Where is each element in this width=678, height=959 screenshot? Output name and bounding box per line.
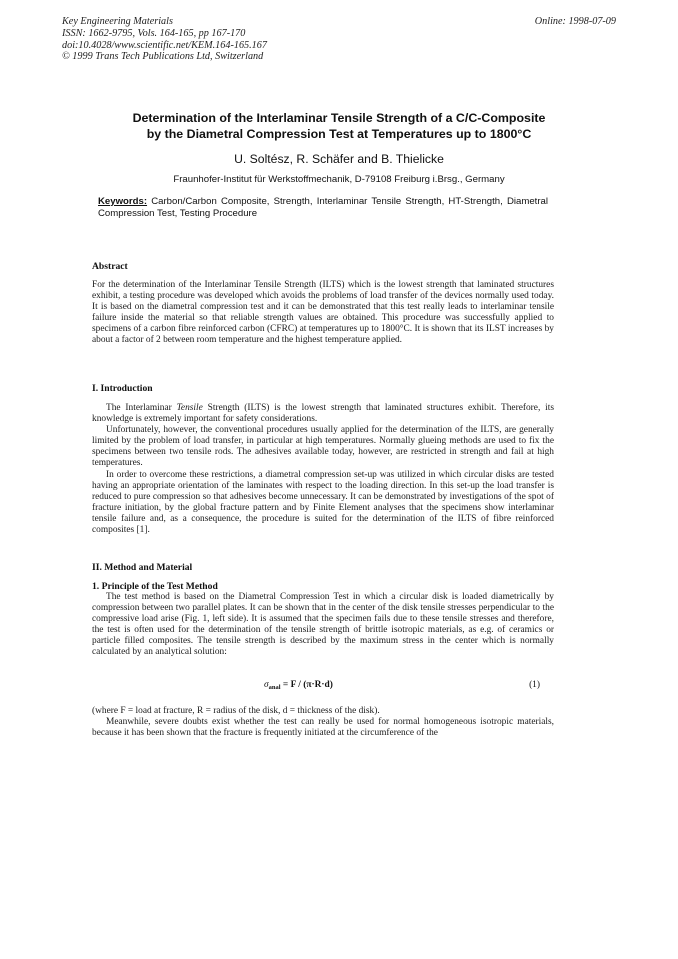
keywords-text: Carbon/Carbon Composite, Strength, Interlaminar Tensile Strength, HT-Strength, Diametral Compression Test, Testing Procedure xyxy=(98,196,548,219)
method-paragraph-1: The test method is based on the Diametral Compression Test in which a circular disk is loaded diametrically by compression between two parallel plates. It can be shown that in the center of the disk tensile stresses perpendicular to the compressive load arise (Fig. 1, left side). It is assumed that the specimen fails due to these tensile stresses and therefore, the test is often used for the determination of the tensile strength of brittle isotropic materials, as e.g. of ceramics or particle filled composites. The tensile strength is described by the maximum stress in the center which is normally calculated by an analytical solution: xyxy=(92,592,554,658)
affiliation: Fraunhofer-Institut für Werkstoffmechanik, D-79108 Freiburg i.Brsg., Germany xyxy=(173,174,505,185)
issn-line: ISSN: 1662-9795, Vols. 164-165, pp 167-170 xyxy=(62,27,246,39)
abstract-paragraph: For the determination of the Interlaminar Tensile Strength (ILTS) which is the lowest strength that laminated structures exhibit, a testing procedure was developed which avoids the problems of load transfer of the devices normally used today. It is based on the diametral compression test and it can be demonstrated that this test really leads to interlaminar tensile failure inside the material so that reliable strength values are obtained. This procedure was successfully applied to specimens of a carbon fibre reinforced carbon (CFRC) at temperatures up to 1800°C. It is shown that its ILST increases by about a factor of 2 between room temperature and the highest temperature applied. xyxy=(92,280,554,346)
equation-symbol: σ xyxy=(264,680,269,690)
author-list: U. Soltész, R. Schäfer and B. Thielicke xyxy=(234,152,444,166)
method-body-continued xyxy=(92,706,554,739)
equation-number: (1) xyxy=(529,680,540,690)
title-line-2: by the Diametral Compression Test at Temperatures up to 1800°C xyxy=(146,126,532,141)
method-heading: II. Method and Material xyxy=(92,562,193,573)
equation-1 xyxy=(92,680,554,692)
introduction-heading: I. Introduction xyxy=(92,383,153,394)
abstract-text xyxy=(92,280,554,347)
method-body xyxy=(92,592,554,659)
journal-name: Key Engineering Materials xyxy=(62,16,173,27)
intro-paragraph-2: Unfortunately, however, the conventional procedures usually applied for the determination of the ILTS, are generally limited by the problem of load transfer, in particular at high temperatures. Normally glueing methods are used to fix the specimens between two tensile rods. The adhesives available today, however, are restricted in strength and fail at high temperatures. xyxy=(92,425,554,469)
doi-line[interactable]: doi:10.4028/www.scientific.net/KEM.164-165.167 xyxy=(62,39,267,51)
paper-title xyxy=(60,111,618,142)
equation-expression xyxy=(264,680,333,691)
keywords-label: Keywords: xyxy=(98,196,148,207)
equation-subscript: anal xyxy=(268,684,281,691)
abstract-heading: Abstract xyxy=(92,261,128,272)
intro-p1-end: Strength (ILTS) is the lowest strength that laminated structures exhibit. Therefore, its knowledge is extremely important for safety considerations. xyxy=(92,403,554,425)
method-paragraph-2: (where F = load at fracture, R = radius of the disk, d = thickness of the disk). xyxy=(92,706,380,716)
title-line-1: Determination of the Interlaminar Tensile Strength of a C/C-Composite xyxy=(132,111,546,125)
introduction-body xyxy=(92,403,554,536)
intro-paragraph-3: In order to overcome these restrictions, a diametral compression set-up was utilized in which circular disks are tested having an appropriate orientation of the laminates with respect to the loading direction. In this set-up the load transfer is reduced to pure compression so that adhesives become unnecessary. It can be demonstrated by investigations of the spot of fracture initiation, by the global fracture pattern and by Finite Element analyses that the specimens show interlaminar tensile failure and, as a consequence, the procedure is suited for the determination of the ILTS of fibre reinforced composites [1]. xyxy=(92,469,554,536)
equation-rhs: = F / (π·R·d) xyxy=(280,680,333,690)
intro-p1-italic: Tensile xyxy=(176,403,203,413)
intro-paragraph-1 xyxy=(92,403,554,425)
journal-header xyxy=(62,16,267,63)
keywords-block xyxy=(98,196,548,219)
principle-subheading: 1. Principle of the Test Method xyxy=(92,581,218,592)
copyright-line: © 1999 Trans Tech Publications Ltd, Switzerland xyxy=(62,51,264,63)
online-date: Online: 1998-07-09 xyxy=(534,16,616,27)
method-paragraph-3: Meanwhile, severe doubts exist whether the test can really be used for normal homogeneous isotropic materials, because it has been shown that the fracture is frequently initiated at the circumference of the xyxy=(92,717,554,739)
intro-p1-start: The Interlaminar xyxy=(106,403,177,413)
